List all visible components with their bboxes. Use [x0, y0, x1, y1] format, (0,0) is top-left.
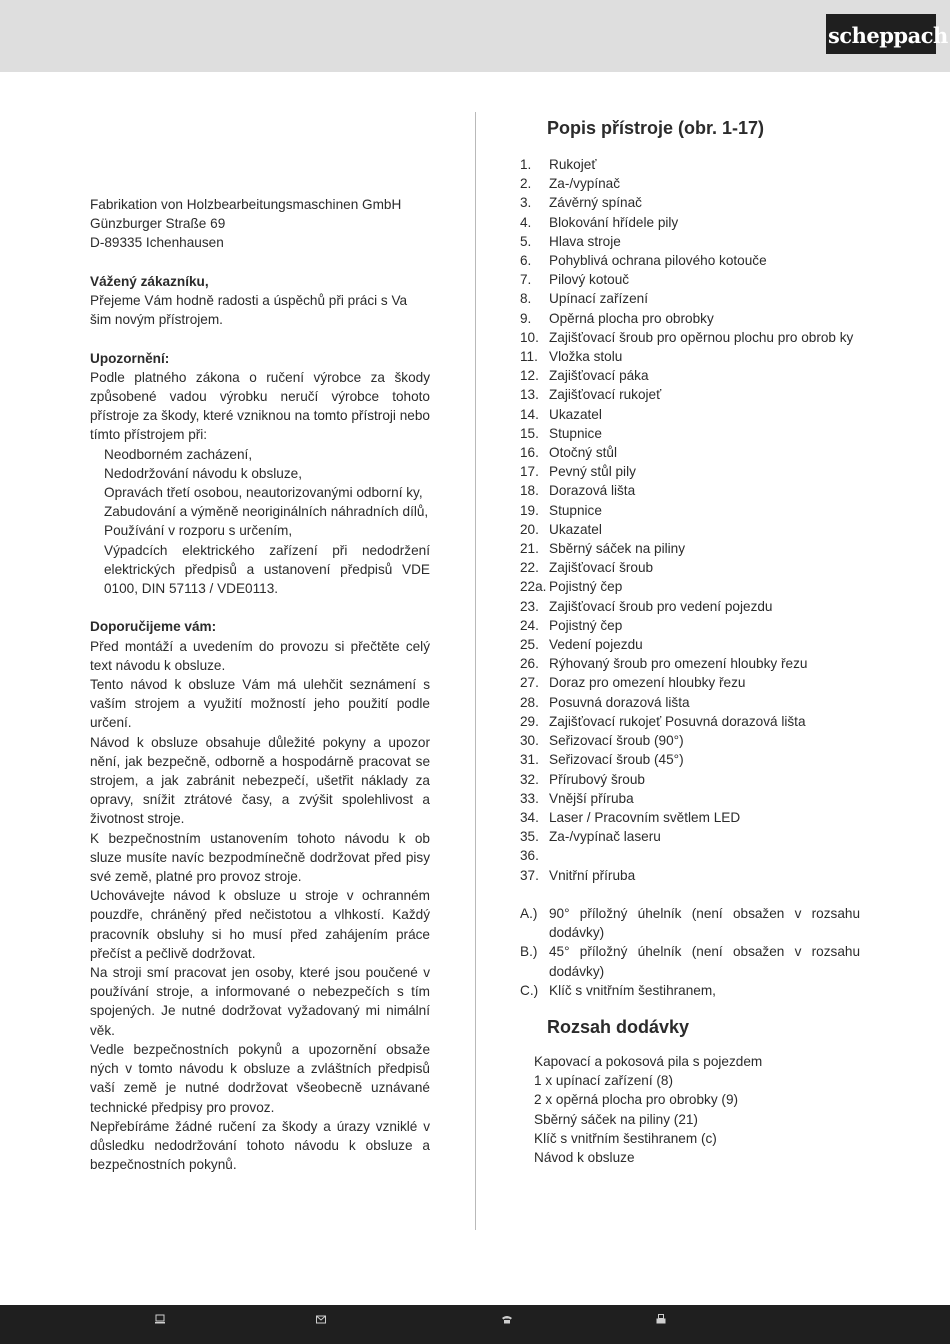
- part-item: [520, 654, 860, 673]
- part-item: [520, 501, 860, 520]
- part-item: [520, 827, 860, 846]
- recommend-paragraph: K bezpečnostním ustanovením tohoto návodu k ob sluze musíte navíc bezpodmínečně dodržovat před pisy své země, platné pro provoz stroje.: [90, 830, 430, 885]
- part-item-label: Zajišťovací šroub: [549, 560, 654, 576]
- recommend-paragraph: Vedle bezpečnostních pokynů a upozornění obsaže ných v tomto návodu k obsluze a zvláštních předpisů vaší země je nutné dodržovat všeobecně uznávané technické předpisy pro provoz.: [90, 1041, 430, 1115]
- fax-icon: [654, 1313, 668, 1327]
- part-item: [520, 424, 860, 443]
- part-item: [520, 443, 860, 462]
- description-title: Popis přístroje (obr. 1-17): [547, 118, 765, 138]
- part-item-number: 33.: [520, 790, 539, 806]
- footer-bar: [0, 1305, 950, 1344]
- part-item-number: 26.: [520, 656, 539, 672]
- part-item-number: 4.: [520, 214, 532, 230]
- part-item-label: Zajišťovací páka: [549, 368, 649, 384]
- accessory-item: [520, 942, 860, 980]
- accessory-item: [520, 981, 860, 1000]
- part-item: [520, 808, 860, 827]
- notice-item: Nedodržování návodu k obsluze,: [104, 465, 302, 481]
- part-item: [520, 597, 860, 616]
- part-item-label: Upínací zařízení: [549, 291, 648, 307]
- recommend-paragraph: Před montáží a uvedením do provozu si přečtěte celý text návodu k obsluze.: [90, 638, 430, 673]
- part-item-number: 22a.: [520, 579, 547, 595]
- part-item-label: Posuvná dorazová lišta: [549, 694, 690, 710]
- notice-item: Výpadcích elektrického zařízení při nedodržení elektrických předpisů a ustanovení předpisů VDE 0100, DIN 57113 / VDE0113.: [104, 542, 430, 597]
- part-item-label: Zajišťovací šroub pro vedení pojezdu: [549, 598, 773, 614]
- part-item-label: Otočný stůl: [549, 445, 617, 461]
- part-item: [520, 289, 860, 308]
- part-item-number: 8.: [520, 291, 532, 307]
- part-item: [520, 846, 860, 865]
- part-item-number: 35.: [520, 829, 539, 845]
- part-item-label: Seřizovací šroub (45°): [549, 752, 684, 768]
- manufacturer-address: [90, 195, 430, 253]
- accessory-item-number: A.): [520, 905, 538, 921]
- notice-list: [90, 445, 430, 599]
- accessory-item-label: 45° příložný úhelník (není obsažen v rozsahu dodávky): [549, 944, 860, 979]
- recommend-paragraph: Uchovávejte návod k obsluze u stroje v ochranném pouzdře, chráněný před nečistotou a vlhkostí. Každý pracovník obsluhy si ho musí před zahájením práce přečíst a pečlivě dodržovat.: [90, 888, 430, 961]
- parts-list: [520, 155, 860, 885]
- part-item: [520, 866, 860, 885]
- accessory-item-label: 90° příložný úhelník (není obsažen v rozsahu dodávky): [549, 905, 860, 941]
- part-item-number: 28.: [520, 694, 539, 710]
- mail-icon: [314, 1313, 328, 1327]
- part-item-number: 11.: [520, 349, 538, 365]
- part-item: [520, 309, 860, 328]
- part-item: [520, 770, 860, 789]
- part-item-number: 3.: [520, 195, 532, 211]
- accessory-item-label: Klíč s vnitřním šestihranem,: [549, 982, 716, 998]
- part-item: [520, 520, 860, 539]
- part-item-label: Rýhovaný šroub pro omezení hloubky řezu: [549, 656, 808, 672]
- part-item: [520, 635, 860, 654]
- part-item-label: Zajišťovací rukojeť Posuvná dorazová lišta: [549, 713, 806, 729]
- header-bar: [0, 0, 950, 72]
- part-item: [520, 213, 860, 232]
- part-item-number: 17.: [520, 464, 539, 480]
- accessory-list: [520, 904, 860, 1000]
- part-item-number: 22.: [520, 560, 539, 576]
- part-item-label: Zajišťovací šroub pro opěrnou plochu pro obrob ky: [549, 329, 854, 345]
- part-item: [520, 577, 860, 596]
- delivery-item: 1 x upínací zařízení (8): [534, 1073, 674, 1089]
- part-item-number: 13.: [520, 387, 539, 403]
- part-item-number: 2.: [520, 176, 532, 192]
- part-item-number: 30.: [520, 733, 539, 749]
- part-item: [520, 462, 860, 481]
- part-item-label: Pojistný čep: [549, 579, 623, 595]
- part-item-number: 18.: [520, 483, 539, 499]
- notice-item: Zabudování a výměně neoriginálních náhradních dílů,: [104, 504, 429, 520]
- part-item-label: Doraz pro omezení hloubky řezu: [549, 675, 746, 691]
- part-item-label: Ukazatel: [549, 521, 602, 537]
- part-item-label: Za-/vypínač laseru: [549, 829, 661, 845]
- recommend-paragraph: Tento návod k obsluze Vám má ulehčit seznámení s vaším strojem a využití možností jeho použití podle určení.: [90, 677, 430, 731]
- part-item-number: 19.: [520, 502, 539, 518]
- part-item-label: Blokování hřídele pily: [549, 214, 679, 230]
- notice-intro: Podle platného zákona o ručení výrobce za škody způsobené vadou výrobku neručí výrobce tohoto přístroje za škody, které vzniknou na tomto přístroji nebo tímto přístrojem při:: [90, 369, 430, 443]
- recommend-paragraph: Návod k obsluze obsahuje důležité pokyny a upozor nění, jak bezpečně, odborně a hospodárně pracovat se strojem, a jak zabránit nebezpečí, ušetřit náklady za opravy, snížit ztrátové časy, a zvýšit spolehlivost a životnost stroje.: [90, 734, 430, 827]
- part-item-label: Seřizovací šroub (90°): [549, 733, 684, 749]
- part-item: [520, 616, 860, 635]
- computer-icon: [153, 1313, 167, 1327]
- part-item-number: 25.: [520, 637, 539, 653]
- part-item-number: 37.: [520, 867, 539, 883]
- address-line: Günzburger Straße 69: [90, 216, 226, 232]
- notice-item: Neodborném zacházení,: [104, 446, 253, 462]
- part-item-label: Laser / Pracovním světlem LED: [549, 809, 741, 825]
- part-item-number: 16.: [520, 445, 539, 461]
- part-item-number: 15.: [520, 425, 539, 441]
- part-item-label: Za-/vypínač: [549, 176, 621, 192]
- greeting-title: Vážený zákazníku,: [90, 273, 209, 289]
- delivery-item: Kapovací a pokosová pila s pojezdem: [534, 1053, 763, 1069]
- part-item-number: 1.: [520, 157, 532, 172]
- part-item: [520, 405, 860, 424]
- part-item-label: Vedení pojezdu: [549, 637, 643, 653]
- part-item-number: 24.: [520, 617, 539, 633]
- notice-item: Používání v rozporu s určením,: [104, 523, 293, 539]
- part-item-number: 21.: [520, 541, 539, 557]
- notice-title: Upozornění:: [90, 350, 170, 366]
- left-column: [90, 195, 430, 1174]
- part-item: [520, 693, 860, 712]
- greeting-text: Přejeme Vám hodně radosti a úspěchů při práci s Va šim novým přístrojem.: [90, 293, 408, 328]
- part-item-label: Pohyblivá ochrana pilového kotouče: [549, 253, 767, 269]
- part-item: [520, 232, 860, 251]
- part-item-number: 5.: [520, 233, 532, 249]
- part-item-label: Zajišťovací rukojeť: [549, 387, 662, 403]
- part-item: [520, 712, 860, 731]
- part-item-number: 6.: [520, 253, 532, 269]
- part-item-number: 27.: [520, 675, 539, 691]
- delivery-item: 2 x opěrná plocha pro obrobky (9): [534, 1092, 739, 1108]
- part-item: [520, 789, 860, 808]
- part-item: [520, 174, 860, 193]
- part-item-label: Vložka stolu: [549, 349, 623, 365]
- delivery-item: Klíč s vnitřním šestihranem (c): [534, 1130, 717, 1146]
- accessory-item-number: B.): [520, 944, 538, 960]
- part-item-label: Hlava stroje: [549, 233, 621, 249]
- address-line: Fabrikation von Holzbearbeitungsmaschinen GmbH: [90, 197, 402, 212]
- scheppach-logo: scheppach: [826, 14, 936, 54]
- part-item-number: 20.: [520, 521, 539, 537]
- part-item: [520, 539, 860, 558]
- part-item-number: 9.: [520, 310, 532, 326]
- part-item-label: Opěrná plocha pro obrobky: [549, 310, 714, 326]
- part-item: [520, 328, 860, 347]
- right-column: [520, 115, 860, 1167]
- part-item-label: [549, 846, 860, 865]
- address-line: D-89335 Ichenhausen: [90, 235, 224, 251]
- part-item: [520, 251, 860, 270]
- part-item-label: Pilový kotouč: [549, 272, 630, 288]
- part-item-label: Dorazová lišta: [549, 483, 636, 499]
- part-item: [520, 481, 860, 500]
- part-item: [520, 558, 860, 577]
- part-item-number: 14.: [520, 406, 539, 422]
- part-item-label: Stupnice: [549, 425, 602, 441]
- part-item: [520, 731, 860, 750]
- phone-icon: [500, 1313, 514, 1327]
- part-item-number: 23.: [520, 598, 539, 614]
- column-divider: [475, 112, 476, 1230]
- part-item-number: 34.: [520, 809, 539, 825]
- part-item: [520, 366, 860, 385]
- accessory-item-number: C.): [520, 982, 539, 998]
- accessory-item: [520, 904, 860, 942]
- part-item-number: 36.: [520, 848, 539, 864]
- recommend-paragraph: Nepřebíráme žádné ručení za škody a úrazy vzniklé v důsledku nedodržování tohoto návodu k obsluze a bezpečnostních pokynů.: [90, 1118, 430, 1173]
- part-item: [520, 673, 860, 692]
- part-item-number: 29.: [520, 713, 539, 729]
- part-item-label: Sběrný sáček na piliny: [549, 541, 686, 557]
- part-item-number: 32.: [520, 771, 539, 787]
- part-item-number: 12.: [520, 368, 539, 384]
- notice-item: Opravách třetí osobou, neautorizovanými odborní ky,: [104, 485, 423, 501]
- part-item: [520, 270, 860, 289]
- part-item-number: 7.: [520, 272, 532, 288]
- part-item: [520, 347, 860, 366]
- part-item-label: Vnější příruba: [549, 790, 634, 806]
- recommend-title: Doporučijeme vám:: [90, 619, 217, 635]
- part-item: [520, 750, 860, 769]
- delivery-list: [520, 1052, 860, 1167]
- delivery-title: Rozsah dodávky: [547, 1016, 690, 1037]
- delivery-item: Návod k obsluze: [534, 1149, 635, 1165]
- part-item-label: Přírubový šroub: [549, 771, 645, 787]
- part-item: [520, 193, 860, 212]
- part-item-label: Pojistný čep: [549, 617, 623, 633]
- part-item-label: Stupnice: [549, 502, 602, 518]
- recommend-paragraph: Na stroji smí pracovat jen osoby, které jsou poučené v používání stroje, a informované o nebezpečích s tím spojených. Je nutné dodržovat vyžadovaný mi nimální věk.: [90, 965, 430, 1038]
- part-item-label: Pevný stůl pily: [549, 464, 636, 480]
- part-item-label: Ukazatel: [549, 406, 602, 422]
- part-item: [520, 155, 860, 174]
- part-item: [520, 385, 860, 404]
- part-item-number: 31.: [520, 752, 539, 768]
- part-item-label: Závěrný spínač: [549, 195, 642, 211]
- delivery-item: Sběrný sáček na piliny (21): [534, 1111, 698, 1127]
- part-item-label: Vnitřní příruba: [549, 867, 636, 883]
- part-item-label: Rukojeť: [549, 157, 597, 172]
- part-item-number: 10.: [520, 329, 539, 345]
